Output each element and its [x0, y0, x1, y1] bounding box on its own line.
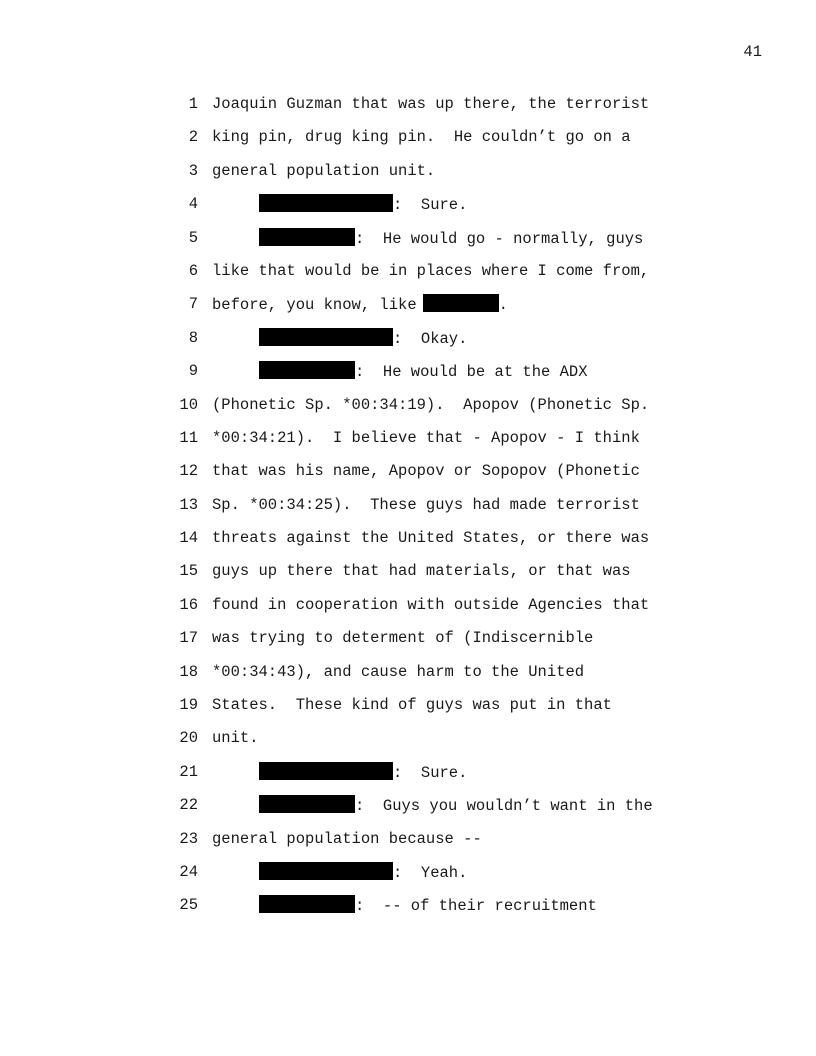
transcript-line	[212, 829, 682, 862]
line-number: 7	[188, 295, 198, 314]
line-number: 20	[179, 729, 198, 748]
line-text: Sp. *00:34:25). These guys had made terrorist	[212, 495, 640, 514]
line-number: 1	[188, 95, 198, 113]
line-text: : He would go - normally, guys	[355, 229, 644, 248]
line-text: *00:34:21). I believe that - Apopov - I think	[212, 428, 640, 447]
line-number: 21	[179, 762, 198, 781]
line-number: 2	[188, 128, 198, 147]
transcript-line	[212, 161, 682, 194]
transcript-line	[212, 662, 682, 695]
line-text: States. These kind of guys was put in that	[212, 696, 612, 715]
line-number: 25	[179, 896, 198, 915]
line-number: 8	[188, 328, 198, 347]
line-number-column	[168, 94, 198, 929]
speaker-line	[212, 795, 682, 828]
transcript-line	[212, 94, 682, 127]
page-number: 41	[743, 43, 762, 61]
line-text: was trying to determent of (Indiscernible	[212, 629, 594, 648]
line-text: : Okay.	[393, 329, 468, 348]
line-text: : Sure.	[393, 763, 468, 782]
line-text: before, you know, like	[212, 296, 417, 315]
speaker-line	[212, 194, 682, 227]
line-text: : Yeah.	[393, 863, 468, 882]
transcript-line	[212, 728, 682, 761]
redacted-speaker-name	[259, 862, 393, 880]
line-text: guys up there that had materials, or that was	[212, 562, 631, 581]
transcript-line	[212, 495, 682, 528]
line-text: general population because --	[212, 829, 482, 848]
speaker-line	[212, 228, 682, 261]
line-number: 16	[179, 595, 198, 614]
transcript-body	[212, 94, 682, 929]
line-number: 11	[179, 428, 198, 447]
redacted-speaker-name	[259, 328, 393, 346]
redacted-speaker-name	[259, 795, 355, 813]
line-number: 12	[179, 462, 198, 481]
transcript-line	[212, 528, 682, 561]
line-text: : -- of their recruitment	[355, 897, 597, 916]
line-number: 14	[179, 529, 198, 548]
transcript-line	[212, 127, 682, 160]
line-text: : Sure.	[393, 196, 468, 215]
redacted-location	[423, 294, 499, 312]
redacted-speaker-name	[259, 762, 393, 780]
line-number: 23	[179, 829, 198, 848]
line-number: 19	[179, 696, 198, 715]
line-number: 24	[179, 862, 198, 881]
transcript-line	[212, 561, 682, 594]
line-text: threats against the United States, or there was	[212, 529, 650, 548]
line-number: 5	[188, 228, 198, 247]
line-number: 9	[188, 362, 198, 381]
transcript-line	[212, 461, 682, 494]
line-text: *00:34:43), and cause harm to the United	[212, 662, 585, 681]
line-text: like that would be in places where I come from,	[212, 261, 650, 280]
line-number: 4	[188, 195, 198, 214]
line-number: 22	[179, 796, 198, 815]
line-text: general population unit.	[212, 161, 436, 180]
line-text: : He would be at the ADX	[355, 363, 588, 382]
redacted-speaker-name	[259, 361, 355, 379]
line-text: Joaquin Guzman that was up there, the terrorist	[212, 95, 650, 113]
line-number: 18	[179, 662, 198, 681]
line-text: found in cooperation with outside Agencies that	[212, 595, 650, 614]
transcript-line	[212, 628, 682, 661]
line-text: : Guys you wouldn’t want in the	[355, 797, 653, 816]
speaker-line	[212, 328, 682, 361]
line-number: 17	[179, 629, 198, 648]
transcript-line	[212, 595, 682, 628]
speaker-line	[212, 862, 682, 895]
transcript-line	[212, 695, 682, 728]
line-text: (Phonetic Sp. *00:34:19). Apopov (Phonetic Sp.	[212, 395, 650, 414]
transcript-line	[212, 294, 682, 327]
speaker-line	[212, 361, 682, 394]
line-text: .	[498, 296, 508, 315]
transcript-line	[212, 261, 682, 294]
speaker-line	[212, 762, 682, 795]
line-number: 15	[179, 562, 198, 581]
line-number: 6	[188, 261, 198, 280]
line-text: that was his name, Apopov or Sopopov (Phonetic	[212, 462, 640, 481]
line-number: 3	[188, 161, 198, 180]
line-number: 13	[179, 495, 198, 514]
transcript-line	[212, 428, 682, 461]
line-number: 10	[179, 395, 198, 414]
line-text: king pin, drug king pin. He couldn’t go on a	[212, 128, 631, 147]
speaker-line	[212, 895, 682, 928]
redacted-speaker-name	[259, 895, 355, 913]
redacted-speaker-name	[259, 228, 355, 246]
redacted-speaker-name	[259, 194, 393, 212]
transcript-line	[212, 395, 682, 428]
line-text: unit.	[212, 729, 259, 748]
